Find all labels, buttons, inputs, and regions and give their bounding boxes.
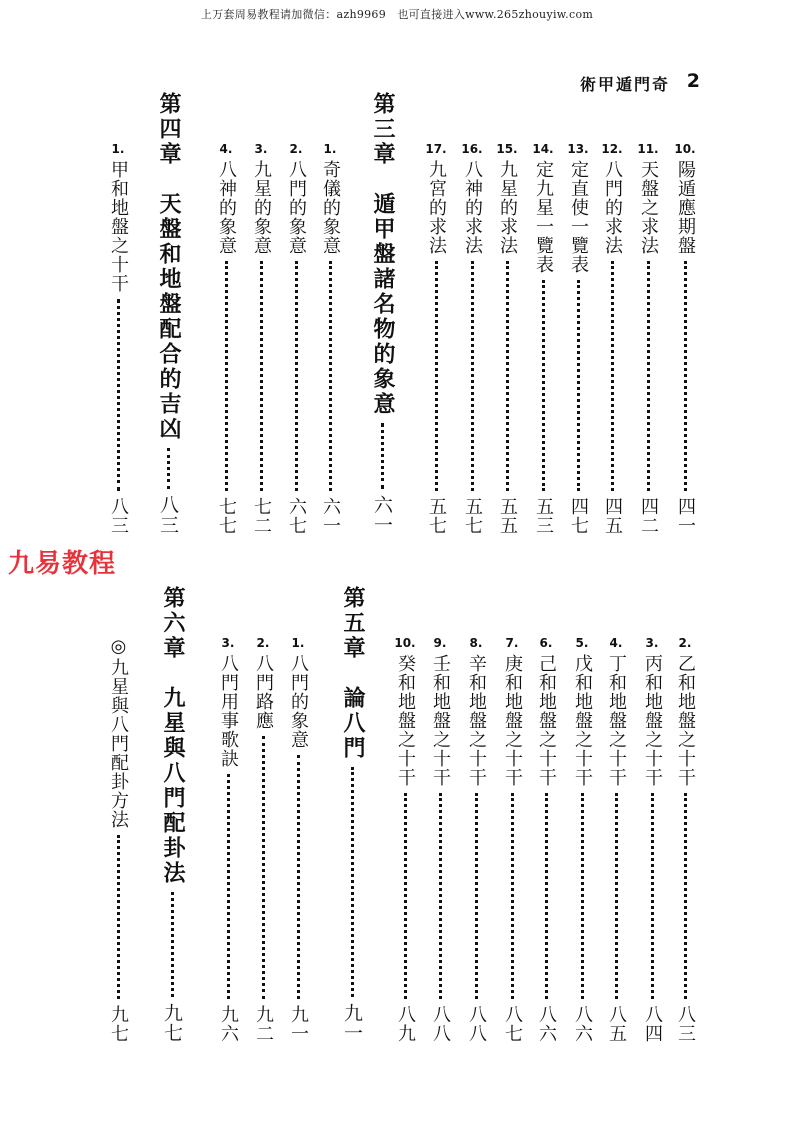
toc-entry-number: 4. <box>219 142 233 156</box>
toc-chapter-entry <box>152 586 192 1043</box>
toc-entry-number: 15. <box>496 142 518 156</box>
toc-entry <box>565 636 599 1043</box>
toc-entry <box>101 636 135 1043</box>
dot-leader <box>471 261 474 491</box>
toc-entry-number: 3. <box>645 636 659 650</box>
toc-entry-page: 八六 <box>536 1005 557 1043</box>
dot-leader <box>611 261 614 491</box>
dot-leader <box>542 280 545 491</box>
dot-leader <box>511 793 514 999</box>
toc-entry-title: 奇儀的象意 <box>320 160 341 255</box>
toc-entry <box>495 636 529 1043</box>
toc-entry-title: 八神的求法 <box>462 160 483 255</box>
toc-entry-number: 17. <box>425 142 447 156</box>
toc-entry-title: 八門的象意 <box>288 654 309 749</box>
toc-entry-title: 八門用事歌訣 <box>218 654 239 768</box>
running-header <box>560 70 700 100</box>
dot-leader <box>167 448 170 489</box>
toc-entry-number: 12. <box>601 142 623 156</box>
toc-entry <box>595 142 629 535</box>
toc-entry-page: 四一 <box>675 497 696 535</box>
toc-entry <box>101 142 135 535</box>
toc-entry-page: 八八 <box>466 1005 487 1043</box>
toc-entry-title: 九星的象意 <box>251 160 272 255</box>
toc-entry <box>279 142 313 535</box>
toc-entry-title: ◎九星與八門配卦方法 <box>108 636 129 829</box>
dot-leader <box>615 793 618 999</box>
toc-entry-number: 2. <box>678 636 692 650</box>
toc-entry-title: 九星的求法 <box>497 160 518 255</box>
toc-entry-page: 四二 <box>638 497 659 535</box>
dot-leader <box>260 261 263 491</box>
toc-entry-title: 第三章 遁甲盤諸名物的象意 <box>370 92 395 417</box>
toc-entry <box>635 636 669 1043</box>
toc-entry-page: 六一 <box>320 497 341 535</box>
dot-leader <box>351 767 354 997</box>
toc-entry <box>490 142 524 535</box>
toc-entry-number: 10. <box>674 142 696 156</box>
dot-leader <box>295 261 298 491</box>
toc-entry-page: 八三 <box>157 495 179 535</box>
toc-entry-title: 辛和地盤之十干 <box>466 654 487 787</box>
toc-entry-page: 四五 <box>602 497 623 535</box>
dot-leader <box>684 793 687 999</box>
toc-entry <box>281 636 315 1043</box>
dot-leader <box>581 793 584 999</box>
toc-entry-page: 九二 <box>253 1005 274 1043</box>
toc-entry-page: 五七 <box>462 497 483 535</box>
toc-entry-title: 九宮的求法 <box>426 160 447 255</box>
toc-entry <box>423 636 457 1043</box>
dot-leader <box>227 774 230 999</box>
toc-entry <box>388 636 422 1043</box>
toc-entry-page: 八六 <box>572 1005 593 1043</box>
toc-entry-page: 八四 <box>642 1005 663 1043</box>
dot-leader <box>117 835 120 999</box>
dot-leader <box>329 261 332 491</box>
toc-entry-title: 第四章 天盤和地盤配合的吉凶 <box>156 92 181 442</box>
toc-entry-page: 五三 <box>533 497 554 535</box>
toc-entry-number: 13. <box>567 142 589 156</box>
toc-entry-page: 七二 <box>251 497 272 535</box>
toc-entry-number: 1. <box>111 142 125 156</box>
dot-leader <box>475 793 478 999</box>
toc-entry <box>246 636 280 1043</box>
toc-entry <box>668 142 702 535</box>
toc-entry-number: 11. <box>637 142 659 156</box>
toc-entry-page: 七七 <box>216 497 237 535</box>
toc-entry-title: 八門的求法 <box>602 160 623 255</box>
toc-chapter-entry <box>148 92 188 535</box>
toc-entry <box>561 142 595 535</box>
toc-entry-number: 5. <box>575 636 589 650</box>
toc-entry-title: 八門路應 <box>253 654 274 730</box>
toc-entry-title: 己和地盤之十干 <box>536 654 557 787</box>
toc-entry-page: 五七 <box>426 497 447 535</box>
toc-entry <box>244 142 278 535</box>
toc-entry-number: 7. <box>505 636 519 650</box>
site-banner: 上万套周易教程请加微信：azh9969 也可直接进入www.265zhouyiw.com <box>200 8 594 21</box>
toc-entry-title: 定九星一覽表 <box>533 160 554 274</box>
book-title: 術甲遁門奇 <box>579 75 670 94</box>
toc-entry-page: 五五 <box>497 497 518 535</box>
toc-entry <box>668 636 702 1043</box>
toc-chapter-entry <box>332 586 372 1043</box>
toc-entry-title: 陽遁應期盤 <box>675 160 696 255</box>
dot-leader <box>381 423 384 489</box>
toc-entry-number: 10. <box>394 636 416 650</box>
dot-leader <box>651 793 654 999</box>
dot-leader <box>577 280 580 491</box>
dot-leader <box>545 793 548 999</box>
watermark-logo: 九易教程 <box>8 549 117 579</box>
toc-entry-page: 六七 <box>286 497 307 535</box>
toc-entry-title: 壬和地盤之十干 <box>430 654 451 787</box>
dot-leader <box>439 793 442 999</box>
toc-entry-title: 第五章 論八門 <box>340 586 365 761</box>
toc-entry-page: 八三 <box>675 1005 696 1043</box>
toc-entry <box>455 142 489 535</box>
toc-entry-number: 8. <box>469 636 483 650</box>
toc-entry-number: 1. <box>323 142 337 156</box>
toc-entry <box>459 636 493 1043</box>
toc-entry-title: 癸和地盤之十干 <box>395 654 416 787</box>
toc-entry-title: 乙和地盤之十干 <box>675 654 696 787</box>
toc-entry-title: 丙和地盤之十干 <box>642 654 663 787</box>
toc-entry-number: 3. <box>221 636 235 650</box>
toc-entry-title: 丁和地盤之十干 <box>606 654 627 787</box>
toc-chapter-entry <box>362 92 402 535</box>
toc-entry-title: 第六章 九星與八門配卦法 <box>160 586 185 886</box>
toc-entry-number: 1. <box>291 636 305 650</box>
dot-leader <box>171 892 174 997</box>
toc-entry-page: 九七 <box>108 1005 129 1043</box>
toc-entry <box>211 636 245 1043</box>
toc-entry <box>529 636 563 1043</box>
toc-entry-number: 14. <box>532 142 554 156</box>
toc-entry <box>419 142 453 535</box>
toc-entry <box>209 142 243 535</box>
toc-entry-page: 八三 <box>108 497 129 535</box>
toc-entry-title: 庚和地盤之十干 <box>502 654 523 787</box>
dot-leader <box>684 261 687 491</box>
toc-entry-title: 戊和地盤之十干 <box>572 654 593 787</box>
dot-leader <box>435 261 438 491</box>
toc-entry <box>631 142 665 535</box>
dot-leader <box>117 299 120 491</box>
toc-entry-page: 四七 <box>568 497 589 535</box>
toc-entry <box>599 636 633 1043</box>
toc-entry-title: 天盤之求法 <box>638 160 659 255</box>
toc-entry-title: 定直使一覽表 <box>568 160 589 274</box>
toc-entry-page: 九七 <box>161 1003 183 1043</box>
toc-entry-number: 6. <box>539 636 553 650</box>
toc-entry-page: 八七 <box>502 1005 523 1043</box>
toc-entry-number: 16. <box>461 142 483 156</box>
toc-entry-page: 八五 <box>606 1005 627 1043</box>
toc-entry-number: 2. <box>289 142 303 156</box>
toc-entry-page: 八九 <box>395 1005 416 1043</box>
toc-entry-page: 八八 <box>430 1005 451 1043</box>
dot-leader <box>506 261 509 491</box>
toc-entry-title: 八神的象意 <box>216 160 237 255</box>
toc-entry <box>526 142 560 535</box>
toc-entry-page: 九一 <box>341 1003 363 1043</box>
toc-entry-number: 9. <box>433 636 447 650</box>
toc-entry-page: 九一 <box>288 1005 309 1043</box>
toc-entry-title: 八門的象意 <box>286 160 307 255</box>
toc-entry-number: 4. <box>609 636 623 650</box>
toc-entry-page: 九六 <box>218 1005 239 1043</box>
dot-leader <box>225 261 228 491</box>
dot-leader <box>647 261 650 491</box>
toc-entry <box>313 142 347 535</box>
toc-entry-number: 3. <box>254 142 268 156</box>
dot-leader <box>262 736 265 999</box>
page-number: 2 <box>686 70 700 92</box>
toc-entry-number: 2. <box>256 636 270 650</box>
dot-leader <box>297 755 300 999</box>
dot-leader <box>404 793 407 999</box>
toc-entry-page: 六一 <box>371 495 393 535</box>
toc-entry-title: 甲和地盤之十干 <box>108 160 129 293</box>
